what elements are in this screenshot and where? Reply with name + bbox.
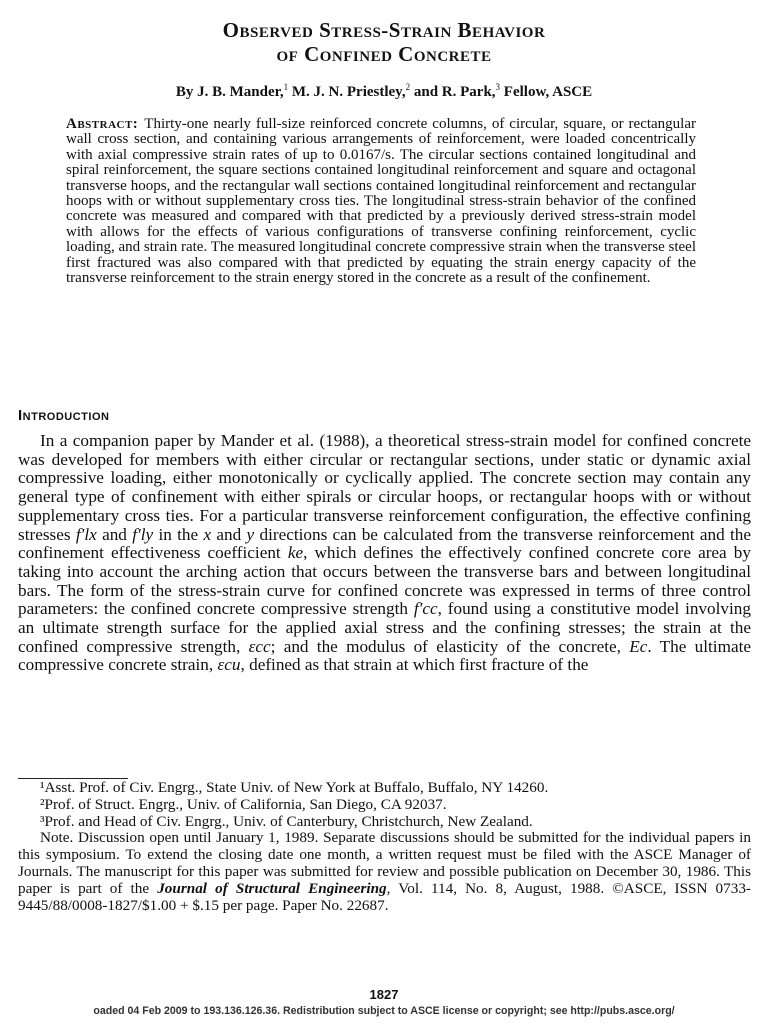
intro-text: in the (153, 524, 204, 544)
title-line-2: of Confined Concrete (276, 42, 492, 66)
symbol-ke: ke (287, 543, 304, 563)
intro-text: In a companion paper by Mander et al. (1988), a theoretical stress-strain model for confined concrete was developed for members with either circular or rectangular sections, under static or dynamic axial compressive loading, either monotonically or cyclically applied. The concrete section may contain any general type of confinement with either spirals or circular hoops, or rectangular hoops with or without supplementary cross ties. For a particular transverse reinforcement configuration, the effective confining stresses (18, 431, 751, 544)
symbol-x: x (203, 524, 212, 544)
note-text: Note. Discussion open until January 1, 1989. Separate discussions should be submitted for the individual papers in this symposium. To extend the closing date one month, a written request must be filed with the ASCE Manager of Journals. The manuscript for this paper was submitted for review and possible publication on December 30, 1986. This paper is part of the (18, 829, 751, 897)
intro-text: ; and the modulus of elasticity of the concrete, (270, 636, 630, 656)
page-number: 1827 (369, 987, 399, 1002)
section-heading-introduction: Introduction (18, 407, 110, 424)
footnote-3: ³Prof. and Head of Civ. Engrg., Univ. of Canterbury, Christchurch, New Zealand. (40, 812, 533, 830)
intro-text: and (211, 524, 247, 544)
author-line (0, 77, 768, 102)
symbol-y: y (246, 524, 255, 544)
intro-text: , found using a constitutive model involving an ultimate strength surface for the applied axial stress and the confining stresses; the strain at the confined compressive strength, (18, 599, 751, 656)
journal-name: Journal of Structural Engineering (157, 879, 387, 897)
introduction-body (18, 432, 751, 675)
symbol-fly: f′ly (132, 524, 154, 544)
author-1-footnote-mark: 1 (283, 82, 289, 92)
download-notice: oaded 04 Feb 2009 to 193.136.126.36. Redistribution subject to ASCE license or copyright; see http://pubs.asce.org/ (93, 1005, 675, 1017)
footnotes (18, 780, 751, 914)
symbol-ecc: εcc (248, 636, 271, 656)
intro-text: and (96, 524, 133, 544)
introduction-paragraph (18, 432, 751, 675)
footnote-1: ¹Asst. Prof. of Civ. Engrg., State Univ. of New York at Buffalo, Buffalo, NY 14260. (40, 779, 549, 796)
intro-text: , which defines the effectively confined concrete core area by taking into account the arching action that occurs between the transverse bars and between longitudinal bars. The form of the stress-strain curve for confined concrete was expressed in terms of three control parameters: the confined concrete compressive strength (18, 543, 751, 619)
abstract-text: Thirty-one nearly full-size reinforced concrete columns, of circular, square, or rectangular wall cross section, and containing various arrangements of reinforcement, were loaded concentrically with axial compressive strain rates of up to 0.0167/s. The circular sections contained longitudinal and spiral reinforcement, the square sections contained longitudinal reinforcement and square and octagonal transverse hoops, and the rectangular wall sections contained longitudinal reinforcement and rectangular hoops with or without supplementary cross ties. The longitudinal stress-strain behavior of the confined concrete was measured and compared with that predicted by a previously derived stress-strain model with allows for the effects of various configurations of transverse confining reinforcement, cyclic loading, and strain rate. The measured longitudinal concrete compressive strain when the transverse steel first fractured was also compared with that predicted by equating the strain energy capacity of the transverse reinforcement to the strain energy stored in the concrete as a result of the confinement. (66, 116, 696, 287)
footnote-2: ²Prof. of Struct. Engrg., Univ. of California, San Diego, CA 92037. (40, 795, 447, 813)
author-1: By J. B. Mander, (175, 84, 284, 100)
intro-text: directions can be calculated from the transverse reinforcement and the confinement effectiveness coefficient (18, 524, 751, 563)
title-line-1: Observed Stress-Strain Behavior (222, 18, 546, 42)
author-3: and R. Park, (410, 84, 496, 100)
symbol-ec: Ec (629, 636, 648, 656)
author-suffix: Fellow, ASCE (500, 84, 593, 100)
author-2-footnote-mark: 2 (405, 82, 411, 92)
abstract-label: Abstract: (66, 116, 139, 132)
paper-title (0, 18, 768, 66)
abstract (66, 117, 696, 286)
author-3-footnote-mark: 3 (495, 82, 501, 92)
intro-text: , defined as that strain at which first fracture of the (240, 655, 589, 675)
symbol-fcc: f′cc (413, 599, 438, 619)
symbol-ecu: εcu (217, 655, 241, 675)
symbol-flx: f′lx (75, 524, 97, 544)
author-2: M. J. N. Priestley, (288, 84, 406, 100)
intro-text: . The ultimate compressive concrete strain, (18, 636, 751, 675)
discussion-note (18, 830, 751, 914)
note-text: , Vol. 114, No. 8, August, 1988. ©ASCE, ISSN 0733-9445/88/0008-1827/$1.00 + $.15 per page. Paper No. 22687. (18, 879, 751, 914)
